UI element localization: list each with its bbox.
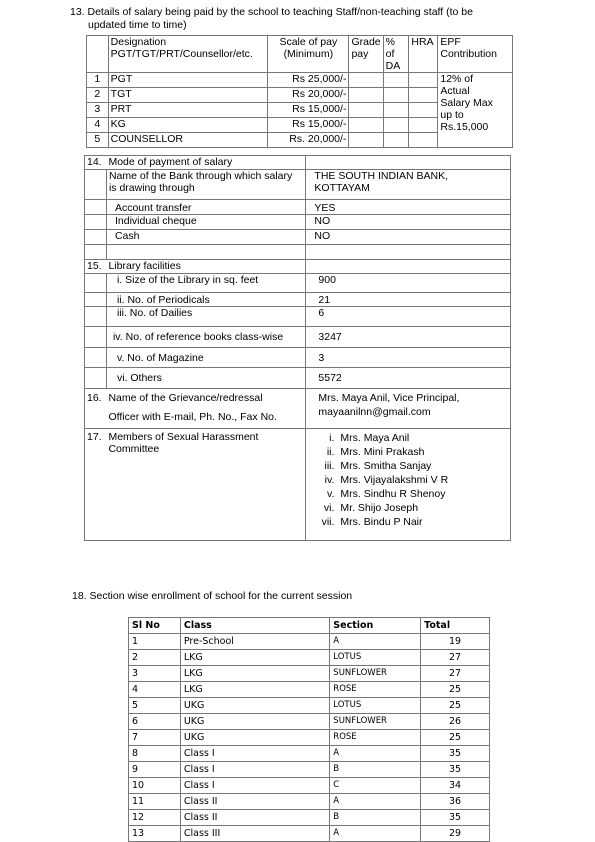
table-row: 4 KG Rs 15,000/- xyxy=(87,118,513,133)
section-16-number: 16. xyxy=(85,389,107,429)
library-label: vi. Others xyxy=(106,368,305,389)
library-value: 21 xyxy=(306,293,511,307)
table-row: 2 TGT Rs 20,000/- xyxy=(87,88,513,103)
list-item: ii. Mrs. Mini Prakash xyxy=(326,446,425,458)
section-13-heading-line1: 13. Details of salary being paid by the school to teaching Staff/non-teaching staff (to be xyxy=(70,6,473,18)
mode-label: Cash xyxy=(106,230,305,245)
list-item: i. Mrs. Maya Anil xyxy=(329,432,410,444)
section-17-number: 17. xyxy=(85,429,107,541)
list-item: iii. Mrs. Smitha Sanjay xyxy=(324,460,432,472)
school-info-table xyxy=(84,155,511,541)
mode-value: NO xyxy=(306,215,511,230)
committee-members xyxy=(306,429,511,541)
salary-header-row xyxy=(87,36,513,73)
designation-header: Designation PGT/TGT/PRT/Counsellor/etc. xyxy=(108,36,268,73)
section-15-number: 15. xyxy=(85,260,107,274)
library-value: 6 xyxy=(306,307,511,327)
da-header: % of DA xyxy=(383,36,409,73)
library-value: 3247 xyxy=(306,327,511,348)
committee-label: Members of Sexual Harassment Committee xyxy=(106,429,305,541)
section-13-heading xyxy=(70,6,540,32)
total-header: Total xyxy=(421,618,490,634)
table-row: 1 PGT Rs 25,000/- 12% of Actual Salary Max up to Rs.15,000 xyxy=(87,73,513,88)
table-row: 5 UKG LOTUS 25 xyxy=(129,698,490,714)
grade-header: Grade pay xyxy=(349,36,383,73)
library-value: 5572 xyxy=(306,368,511,389)
section-14-title: Mode of payment of salary xyxy=(106,156,305,170)
library-value: 900 xyxy=(306,274,511,293)
mode-label: Individual cheque xyxy=(106,215,305,230)
salary-table xyxy=(86,35,513,148)
grievance-value: Mrs. Maya Anil, Vice Principal, mayaanilnn@gmail.com xyxy=(306,389,511,429)
epf-header: EPF Contribution xyxy=(438,36,513,73)
table-row: 6 UKG SUNFLOWER 26 xyxy=(129,714,490,730)
mode-value: YES xyxy=(306,200,511,215)
library-value: 3 xyxy=(306,348,511,368)
section-14-number: 14. xyxy=(85,156,107,170)
scale-header: Scale of pay (Minimum) xyxy=(268,36,349,73)
table-row: 3 PRT Rs 15,000/- xyxy=(87,103,513,118)
bank-label: Name of the Bank through which salary is drawing through xyxy=(106,170,305,200)
section-header: Section xyxy=(330,618,421,634)
enrollment-header-row xyxy=(129,618,490,634)
library-label: iii. No. of Dailies xyxy=(106,307,305,327)
mode-value: NO xyxy=(306,230,511,245)
table-row: 2 LKG LOTUS 27 xyxy=(129,650,490,666)
table-row: 10 Class I C 34 xyxy=(129,778,490,794)
bank-value: THE SOUTH INDIAN BANK, KOTTAYAM xyxy=(306,170,511,200)
library-label: v. No. of Magazine xyxy=(106,348,305,368)
list-item: v. Mrs. Sindhu R Shenoy xyxy=(327,488,446,500)
table-row: 1 Pre-School A 19 xyxy=(129,634,490,650)
library-label: ii. No. of Periodicals xyxy=(106,293,305,307)
hra-header: HRA xyxy=(409,36,438,73)
list-item: vii. Mrs. Bindu P Nair xyxy=(321,516,423,528)
list-item: iv. Mrs. Vijayalakshmi V R xyxy=(324,474,449,486)
library-label: i. Size of the Library in sq. feet xyxy=(106,274,305,293)
table-row: 5 COUNSELLOR Rs. 20,000/- xyxy=(87,133,513,148)
section-15-title: Library facilities xyxy=(106,260,305,274)
slno-header: Sl No xyxy=(129,618,181,634)
table-row: 13 Class III A 29 xyxy=(129,826,490,842)
mode-label: Account transfer xyxy=(106,200,305,215)
section-13-heading-line2: updated time to time) xyxy=(88,19,187,31)
table-row: 8 Class I A 35 xyxy=(129,746,490,762)
table-row: 3 LKG SUNFLOWER 27 xyxy=(129,666,490,682)
class-header: Class xyxy=(180,618,329,634)
table-row: 12 Class II B 35 xyxy=(129,810,490,826)
enrollment-table xyxy=(128,617,490,842)
table-row: 11 Class II A 36 xyxy=(129,794,490,810)
list-item: vi. Mr. Shijo Joseph xyxy=(323,502,419,514)
section-18-heading: 18. Section wise enrollment of school for the current session xyxy=(72,590,353,602)
table-row: 7 UKG ROSE 25 xyxy=(129,730,490,746)
library-label: iv. No. of reference books class-wise xyxy=(106,327,305,348)
table-row: 4 LKG ROSE 25 xyxy=(129,682,490,698)
grievance-label: Name of the Grievance/redressal Officer with E-mail, Ph. No., Fax No. xyxy=(106,389,305,429)
epf-value: 12% of Actual Salary Max up to Rs.15,000 xyxy=(438,73,513,148)
table-row: 9 Class I B 35 xyxy=(129,762,490,778)
